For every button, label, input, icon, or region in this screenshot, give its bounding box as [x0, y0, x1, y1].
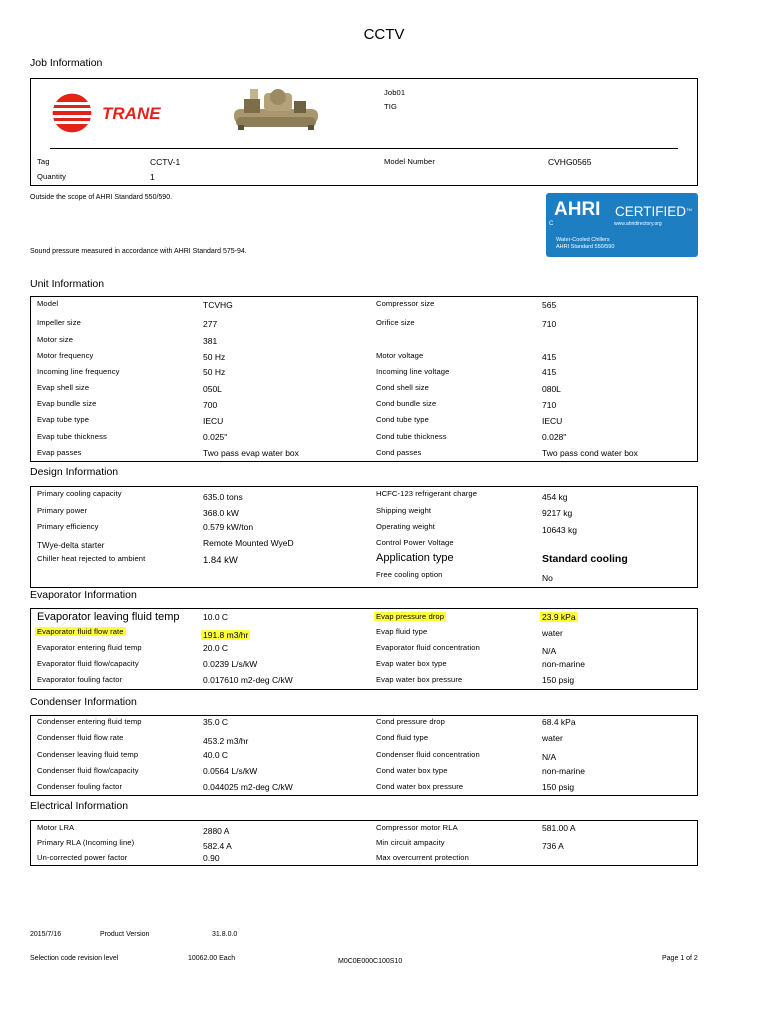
unit-value: 710: [542, 400, 557, 410]
evap-label-highlighted: Evaporator fluid flow rate: [37, 627, 124, 636]
unit-label: Evap passes: [37, 448, 82, 457]
design-information-heading: Design Information: [30, 466, 119, 478]
cond-value: 150 psig: [542, 782, 575, 792]
evap-value: 150 psig: [542, 675, 575, 685]
evap-label: Evaporator leaving fluid temp: [37, 611, 180, 623]
evap-label: Evap fluid type: [376, 627, 428, 636]
sound-pressure-note: Sound pressure measured in accordance with AHRI Standard 575-94.: [30, 248, 247, 255]
unit-label: Compressor size: [376, 299, 435, 308]
operating-weight-label: Operating weight: [376, 522, 436, 531]
tag-label: Tag: [37, 157, 50, 166]
unit-value: 050L: [203, 384, 222, 394]
unit-value: 0.028": [542, 432, 567, 442]
power-factor-value: 0.90: [203, 853, 220, 863]
unit-value: 277: [203, 319, 218, 329]
footer-selection-code-value: 10062.00 Each: [188, 955, 236, 962]
unit-value: 415: [542, 352, 557, 362]
outside-scope-note: Outside the scope of AHRI Standard 550/590.: [30, 194, 173, 201]
evap-value-highlighted: 23.9 kPa: [542, 612, 576, 622]
electrical-information-heading: Electrical Information: [30, 800, 129, 812]
refrigerant-charge-value: 454 kg: [542, 492, 568, 502]
evap-value: 0.0239 L/s/kW: [203, 659, 258, 669]
heat-rejected-value: 1.84 kW: [203, 555, 238, 566]
cond-label: Condenser entering fluid temp: [37, 717, 142, 726]
unit-label: Evap tube thickness: [37, 432, 107, 441]
cond-value: water: [542, 733, 563, 743]
primary-power-value: 368.0 kW: [203, 508, 239, 518]
shipping-weight-label: Shipping weight: [376, 506, 432, 515]
primary-efficiency-label: Primary efficiency: [37, 522, 99, 531]
refrigerant-charge-label: HCFC-123 refrigerant charge: [376, 489, 478, 498]
trane-logo-text: TRANE: [102, 104, 161, 123]
footer-product-version-label: Product Version: [100, 931, 150, 938]
heat-rejected-label: Chiller heat rejected to ambient: [37, 554, 146, 563]
free-cooling-label: Free cooling option: [376, 570, 443, 579]
motor-lra-value: 2880 A: [203, 826, 230, 836]
job-value: TIG: [384, 102, 397, 111]
cond-value: 68.4 kPa: [542, 717, 576, 727]
unit-value: TCVHG: [203, 300, 233, 310]
cond-value: 35.0 C: [203, 717, 229, 727]
unit-value: 50 Hz: [203, 352, 226, 362]
cond-label: Condenser leaving fluid temp: [37, 750, 139, 759]
shipping-weight-value: 9217 kg: [542, 508, 573, 518]
unit-value: IECU: [542, 416, 563, 426]
starter-value: Remote Mounted WyeD: [203, 538, 294, 548]
unit-label: Cond bundle size: [376, 399, 437, 408]
unit-label: Cond shell size: [376, 383, 429, 392]
unit-label: Evap tube type: [37, 415, 90, 424]
footer-code: M0C0E000C100S10: [338, 958, 403, 965]
evap-label: Evaporator fluid flow/capacity: [37, 659, 139, 668]
job-label: Job01: [384, 88, 406, 97]
footer-product-version-value: 31.8.0.0: [212, 931, 238, 938]
unit-label: Cond tube thickness: [376, 432, 447, 441]
evap-value: 20.0 C: [203, 643, 229, 653]
cond-value: 40.0 C: [203, 750, 229, 760]
evap-label: Evap water box pressure: [376, 675, 463, 684]
compressor-rla-value: 581.00 A: [542, 823, 576, 833]
evap-label: Evaporator fouling factor: [37, 675, 123, 684]
model-number-value: CVHG0565: [548, 157, 592, 167]
unit-value: 700: [203, 400, 218, 410]
unit-value: 415: [542, 367, 557, 377]
evap-value: water: [542, 628, 563, 638]
unit-value: Two pass cond water box: [542, 448, 638, 458]
footer-page-number: Page 1 of 2: [662, 955, 698, 962]
application-type-value: Standard cooling: [542, 553, 628, 565]
cond-value: 453.2 m3/hr: [203, 736, 249, 746]
evap-label: Evaporator entering fluid temp: [37, 643, 142, 652]
cond-label: Cond water box pressure: [376, 782, 464, 791]
design-information-box: [30, 486, 698, 588]
document-title: CCTV: [363, 26, 405, 43]
evaporator-information-heading: Evaporator Information: [30, 589, 137, 601]
unit-value: 565: [542, 300, 557, 310]
evap-value: 10.0 C: [203, 612, 229, 622]
evap-label: Evap water box type: [376, 659, 447, 668]
unit-value: Two pass evap water box: [203, 448, 299, 458]
cond-label: Condenser fouling factor: [37, 782, 123, 791]
chiller-image: [230, 85, 326, 131]
footer-date: 2015/7/16: [30, 931, 62, 938]
ahri-certified-badge: [546, 193, 698, 257]
unit-label: Impeller size: [37, 318, 81, 327]
cond-label: Cond water box type: [376, 766, 448, 775]
cond-value: 0.044025 m2-deg C/kW: [203, 782, 293, 792]
unit-value: 0.025": [203, 432, 228, 442]
ahri-word: AHRI: [554, 199, 601, 220]
compressor-rla-label: Compressor motor RLA: [376, 823, 458, 832]
unit-value: 381: [203, 336, 218, 346]
job-information-heading: Job Information: [30, 57, 103, 69]
min-circuit-label: Min circuit ampacity: [376, 838, 445, 847]
unit-label: Incoming line frequency: [37, 367, 120, 376]
cond-label: Condenser fluid flow/capacity: [37, 766, 139, 775]
evap-label-highlighted: Evap pressure drop: [376, 612, 445, 621]
model-number-label: Model Number: [384, 157, 436, 166]
quantity-label: Quantity: [37, 172, 67, 181]
min-circuit-value: 736 A: [542, 841, 564, 851]
ahri-tm: TM: [686, 207, 692, 212]
control-power-voltage-label: Control Power Voltage: [376, 538, 454, 547]
cond-value: non-marine: [542, 766, 585, 776]
cond-label: Condenser fluid flow rate: [37, 733, 124, 742]
primary-cooling-capacity-label: Primary cooling capacity: [37, 489, 122, 498]
unit-label: Motor frequency: [37, 351, 94, 360]
evap-value: 0.017610 m2-deg C/kW: [203, 675, 293, 685]
max-overcurrent-label: Max overcurrent protection: [376, 853, 469, 862]
application-type-label: Application type: [376, 552, 454, 564]
unit-label: Model: [37, 299, 59, 308]
unit-label: Evap shell size: [37, 383, 90, 392]
starter-label: TWye-delta starter: [37, 541, 105, 550]
ahri-certified-text: CERTIFIED: [615, 204, 687, 219]
free-cooling-value: No: [542, 573, 553, 583]
cond-label: Cond pressure drop: [376, 717, 445, 726]
unit-value: 50 Hz: [203, 367, 226, 377]
unit-label: Motor voltage: [376, 351, 424, 360]
unit-label: Incoming line voltage: [376, 367, 450, 376]
evap-label: Evaporator fluid concentration: [376, 643, 480, 652]
evap-value: N/A: [542, 646, 557, 656]
unit-label: Evap bundle size: [37, 399, 97, 408]
footer-selection-code-label: Selection code revision level: [30, 955, 119, 962]
cond-label: Condenser fluid concentration: [376, 750, 480, 759]
unit-label: Cond passes: [376, 448, 422, 457]
evap-value: non-marine: [542, 659, 585, 669]
condenser-information-heading: Condenser Information: [30, 696, 137, 708]
quantity-value: 1: [150, 172, 155, 182]
unit-value: IECU: [203, 416, 224, 426]
ahri-line-1: Water-Cooled Chillers: [556, 237, 610, 243]
unit-value: 080L: [542, 384, 561, 394]
ahri-url: www.ahridirectory.org: [614, 221, 662, 227]
trane-logo: [52, 93, 174, 133]
job-info-divider: [50, 148, 678, 149]
unit-information-box: [30, 296, 698, 462]
primary-power-label: Primary power: [37, 506, 88, 515]
cond-value: N/A: [542, 752, 557, 762]
evap-value-highlighted: 191.8 m3/hr: [203, 630, 249, 640]
unit-information-heading: Unit Information: [30, 278, 105, 290]
ahri-line-2: AHRI Standard 550/590: [556, 244, 615, 250]
ahri-c-mark: C: [549, 221, 554, 227]
cond-value: 0.0564 L/s/kW: [203, 766, 258, 776]
operating-weight-value: 10643 kg: [542, 525, 577, 535]
primary-rla-value: 582.4 A: [203, 841, 232, 851]
primary-rla-label: Primary RLA (Incoming line): [37, 838, 135, 847]
cond-label: Cond fluid type: [376, 733, 429, 742]
unit-label: Motor size: [37, 335, 74, 344]
unit-value: 710: [542, 319, 557, 329]
primary-efficiency-value: 0.579 kW/ton: [203, 522, 254, 532]
primary-cooling-capacity-value: 635.0 tons: [203, 492, 243, 502]
tag-value: CCTV-1: [150, 157, 181, 167]
motor-lra-label: Motor LRA: [37, 823, 75, 832]
unit-label: Orifice size: [376, 318, 415, 327]
power-factor-label: Un-corrected power factor: [37, 853, 128, 862]
unit-label: Cond tube type: [376, 415, 429, 424]
